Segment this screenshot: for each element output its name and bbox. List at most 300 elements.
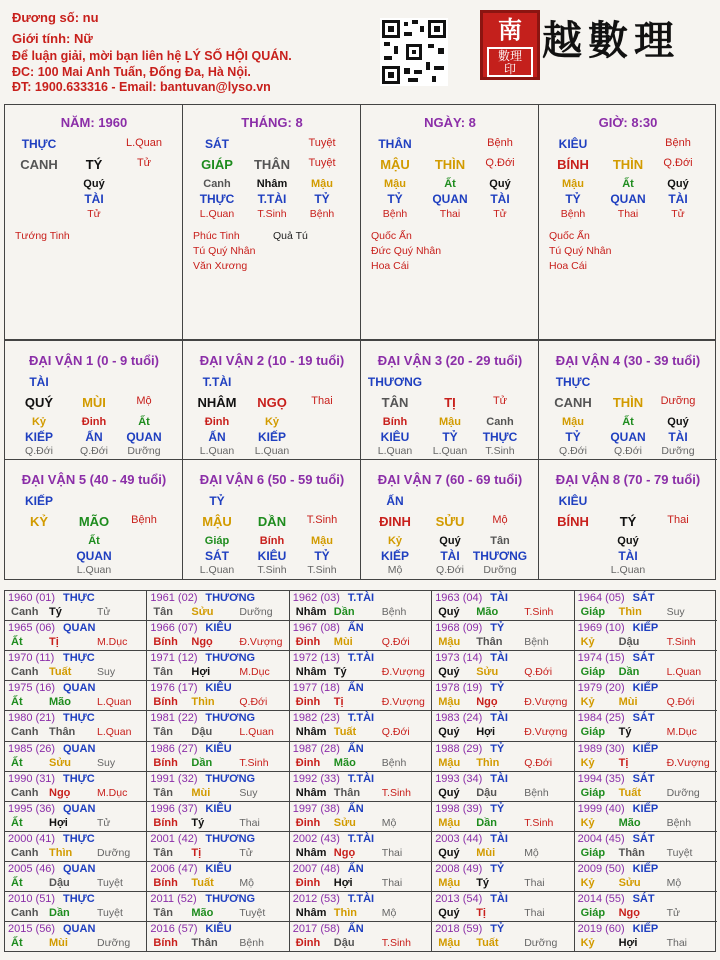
dai-van-hidden-god: ẤN [85, 430, 103, 444]
year-ten-god: TÀI [490, 772, 508, 785]
dai-van-title: ĐẠI VẬN 8 (70 - 79 tuổi) [555, 472, 701, 487]
dai-van-branch: TỊ [444, 395, 456, 410]
year-label: 1985 (26) [8, 742, 56, 755]
earthly-branch: TÝ [85, 157, 103, 172]
dai-van-hidden-state: T.Sinh [257, 564, 287, 576]
year-ten-god: SÁT [632, 893, 655, 905]
year-ten-god: SÁT [632, 592, 655, 604]
dai-van-hidden-state: L.Quan [199, 564, 235, 576]
year-cell [147, 892, 289, 922]
hidden-god: TỶ [314, 192, 330, 206]
dai-van-stem: MẬU [202, 514, 232, 529]
dai-van-ten-god: KIẾP [24, 494, 54, 508]
year-stem: Ất [11, 756, 23, 769]
dai-van-hidden-state: L.Quan [254, 445, 290, 457]
hidden-stem: Canh [203, 178, 231, 190]
year-stem: Bính [153, 636, 178, 649]
year-cell [147, 772, 289, 802]
year-stem: Tân [153, 846, 173, 859]
branch-state: Tử [136, 157, 152, 169]
year-state: M.Dục [239, 666, 270, 679]
year-label: 1965 (06) [8, 622, 56, 635]
year-ten-god: TỶ [490, 923, 505, 936]
year-branch: Mão [476, 606, 499, 618]
year-label: 1964 (05) [577, 592, 625, 604]
year-cell [575, 681, 717, 711]
year-state: Tử [666, 907, 681, 919]
year-state: Thai [666, 937, 688, 950]
year-cell [290, 742, 432, 772]
year-stem: Ất [11, 816, 23, 829]
year-label: 1971 (12) [150, 652, 198, 665]
year-state: Mộ [381, 907, 397, 919]
shen-sha-star: Quốc Ấn [549, 230, 590, 242]
year-grid [4, 590, 716, 952]
year-stem: Ất [11, 937, 23, 950]
year-cell [5, 681, 147, 711]
year-branch: Ngọ [191, 636, 213, 649]
year-cell [432, 862, 574, 892]
year-state: Suy [666, 606, 685, 618]
pillar-god-state: Tuyệt [308, 137, 336, 149]
year-branch: Tị [191, 846, 202, 859]
year-cell [290, 922, 432, 952]
year-ten-god: THỰC [63, 712, 95, 725]
year-label: 2018 (59) [435, 923, 483, 936]
dai-van-7 [361, 460, 539, 579]
year-label: 2007 (48) [292, 862, 340, 875]
dai-van-hidden-state: Q.Đới [559, 445, 587, 457]
year-label: 1972 (13) [292, 652, 340, 665]
year-label: 1994 (35) [577, 772, 625, 785]
year-cell [575, 591, 717, 621]
hidden-state: Tử [671, 208, 685, 220]
year-cell [432, 742, 574, 772]
header [0, 0, 720, 100]
year-state: Dưỡng [239, 606, 273, 618]
year-stem: Nhâm [295, 726, 327, 739]
year-stem: Đinh [295, 636, 321, 649]
year-ten-god: THỰC [63, 592, 95, 604]
year-cell [290, 772, 432, 802]
year-state: Bệnh [524, 636, 549, 649]
year-label: 2002 (43) [292, 832, 340, 845]
year-ten-god: TÀI [490, 712, 508, 725]
shen-sha-star: Quả Tú [273, 230, 308, 242]
year-stem: Quý [438, 786, 460, 799]
qr-code-icon [380, 18, 448, 86]
year-state: Đ.Vượng [381, 666, 425, 679]
year-label: 1978 (19) [435, 682, 483, 695]
year-cell [432, 922, 574, 952]
year-stem: Kỷ [580, 696, 595, 709]
hidden-god: QUAN [610, 192, 646, 206]
year-ten-god: KIÊU [205, 742, 232, 755]
year-cell [147, 862, 289, 892]
dai-van-4 [539, 341, 717, 460]
year-branch: Mùi [618, 696, 638, 709]
year-label: 1980 (21) [8, 712, 56, 725]
year-state: Suy [97, 666, 116, 679]
year-branch: Dần [476, 816, 497, 829]
dai-van-hidden-stem: Đinh [81, 416, 107, 428]
year-state: M.Dục [97, 786, 128, 799]
hidden-state: Thai [617, 208, 639, 220]
dai-van-hidden-god: TÀI [668, 430, 688, 444]
year-ten-god: KIẾP [632, 682, 659, 695]
year-branch: Sửu [333, 816, 356, 829]
hidden-stem: Quý [667, 178, 689, 190]
year-stem: Canh [11, 666, 39, 679]
year-ten-god: KIÊU [205, 622, 232, 635]
year-branch: Sửu [476, 666, 499, 679]
hidden-state: Bệnh [560, 208, 586, 220]
year-cell [147, 711, 289, 741]
year-state: Tuyệt [666, 846, 693, 859]
year-branch: Sửu [618, 876, 641, 889]
year-stem: Tân [153, 606, 173, 618]
year-state: Thai [239, 816, 260, 829]
year-cell [5, 651, 147, 681]
dai-van-title: ĐẠI VẬN 5 (40 - 49 tuổi) [21, 472, 167, 487]
year-label: 1979 (20) [577, 682, 625, 695]
year-branch: Hợi [191, 666, 211, 679]
pillar-title: GIỜ: 8:30 [598, 115, 658, 130]
year-stem: Ất [11, 696, 23, 709]
hidden-state: Tử [87, 208, 101, 220]
year-cell [290, 651, 432, 681]
shen-sha-star: Văn Xương [193, 260, 248, 272]
year-branch: Hợi [476, 726, 496, 739]
dai-van-hidden-stem: Quý [617, 535, 639, 547]
year-cell [432, 591, 574, 621]
dai-van-hidden-state: L.Quan [610, 564, 646, 576]
year-branch: Thân [333, 786, 361, 799]
year-state: Tử [97, 816, 111, 829]
year-state: L.Quan [97, 696, 132, 709]
year-state: Tuyệt [97, 876, 123, 889]
year-branch: Sửu [191, 606, 214, 618]
year-label: 1984 (25) [577, 712, 625, 725]
earthly-branch: THÌN [434, 157, 466, 172]
year-ten-god: THỰC [63, 772, 95, 785]
year-branch: Tị [49, 636, 59, 649]
year-label: 2006 (47) [150, 862, 198, 875]
year-branch: Ngọ [333, 846, 356, 859]
year-stem: Kỷ [580, 756, 595, 769]
dai-van-hidden-state: T.Sinh [485, 445, 515, 457]
dai-van-hidden-state: Dưỡng [127, 445, 161, 457]
year-stem: Canh [11, 606, 39, 618]
address: ĐC: 100 Mai Anh Tuấn, Đống Đa, Hà Nội. [12, 65, 251, 79]
dai-van-hidden-state: L.Quan [432, 445, 468, 457]
branch-state: Tuyệt [308, 157, 336, 169]
year-ten-god: TỶ [490, 682, 505, 695]
year-stem: Giáp [580, 907, 606, 919]
dai-van-hidden-god: KIẾP [257, 430, 287, 444]
gender: Giới tính: Nữ [12, 31, 93, 46]
year-stem: Canh [11, 846, 39, 859]
dai-van-1 [5, 341, 183, 460]
dai-van-state: Mộ [136, 395, 152, 407]
year-stem: Kỷ [580, 636, 595, 649]
year-ten-god: TÀI [490, 592, 508, 604]
hidden-god: TÀI [84, 192, 104, 206]
hidden-god: TÀI [668, 192, 688, 206]
year-label: 1975 (16) [8, 682, 56, 695]
year-ten-god: T.TÀI [347, 592, 375, 604]
year-branch: Ngọ [476, 696, 498, 709]
year-stem: Đinh [295, 937, 321, 950]
dai-van-hidden-stem: Kỷ [31, 416, 47, 428]
year-state: Đ.Vượng [524, 696, 568, 709]
year-stem: Quý [438, 907, 460, 919]
year-ten-god: QUAN [63, 802, 96, 815]
year-state: T.Sinh [524, 606, 554, 618]
dai-van-hidden-god: THƯƠNG [472, 549, 528, 563]
logo-calligraphy: 越數理 [542, 17, 680, 64]
year-state: Bệnh [381, 606, 407, 618]
year-cell [5, 832, 147, 862]
dai-van-hidden-god: QUAN [610, 430, 646, 444]
year-branch: Thìn [333, 907, 358, 919]
year-cell [575, 862, 717, 892]
year-stem: Mậu [438, 636, 461, 649]
year-stem: Giáp [580, 726, 606, 739]
year-stem: Bính [153, 696, 178, 709]
dai-van-hidden-god: TỶ [565, 430, 581, 444]
dai-van-branch: MÙI [82, 395, 106, 410]
year-cell [5, 802, 147, 832]
year-ten-god: KIÊU [205, 862, 232, 875]
year-branch: Dần [49, 907, 70, 919]
year-state: L.Quan [666, 666, 702, 679]
year-cell [5, 591, 147, 621]
year-state: Dưỡng [524, 937, 558, 950]
year-state: Đ.Vượng [381, 696, 425, 709]
year-state: Thai [381, 846, 403, 859]
shen-sha-star: Tú Quý Nhân [193, 245, 256, 257]
year-stem: Ất [11, 876, 23, 889]
year-cell [290, 802, 432, 832]
earthly-branch: THÌN [612, 157, 644, 172]
year-label: 1991 (32) [150, 772, 198, 785]
year-state: Tuyệt [97, 907, 123, 919]
year-label: 2005 (46) [8, 862, 56, 875]
year-branch: Mùi [476, 846, 496, 859]
year-label: 1973 (14) [435, 652, 483, 665]
dai-van-title: ĐẠI VẬN 7 (60 - 69 tuổi) [377, 472, 523, 487]
year-ten-god: TỶ [490, 742, 505, 755]
year-state: Bệnh [381, 756, 407, 769]
year-branch: Tý [49, 606, 62, 618]
year-branch: Mão [333, 756, 356, 769]
year-label: 2019 (60) [577, 923, 625, 936]
dai-van-stem: BÍNH [557, 514, 589, 529]
dai-van-branch: SỬU [435, 514, 465, 529]
hidden-god: THỰC [199, 192, 235, 206]
year-state: Bệnh [239, 937, 264, 950]
year-label: 1963 (04) [435, 592, 483, 604]
year-stem: Nhâm [295, 846, 327, 859]
year-stem: Ất [11, 636, 23, 649]
year-label: 1983 (24) [435, 712, 483, 725]
dai-van-hidden-state: Q.Đới [80, 445, 108, 457]
dai-van-stem: QUÝ [24, 395, 54, 410]
year-cell [575, 892, 717, 922]
year-cell [432, 832, 574, 862]
year-label: 1996 (37) [150, 802, 198, 815]
dai-van-state: Thai [311, 395, 333, 407]
year-stem: Giáp [580, 846, 606, 859]
year-cell [575, 802, 717, 832]
year-ten-god: TỶ [490, 622, 505, 635]
year-state: Mộ [666, 876, 682, 889]
year-cell [432, 711, 574, 741]
year-stem: Đinh [295, 696, 321, 709]
year-cell [432, 651, 574, 681]
year-label: 2000 (41) [8, 832, 56, 845]
year-cell [147, 621, 289, 651]
year-label: 1992 (33) [292, 772, 340, 785]
year-state: L.Quan [97, 726, 132, 739]
year-ten-god: TÀI [490, 832, 508, 845]
year-state: T.Sinh [381, 786, 411, 799]
year-branch: Thìn [618, 606, 642, 618]
year-state: Đ.Vượng [666, 756, 710, 769]
year-ten-god: QUAN [63, 622, 96, 635]
dai-van-stem: ĐINH [379, 514, 411, 529]
year-branch: Dậu [618, 636, 640, 649]
dai-van-hidden-god: TÀI [618, 549, 638, 563]
year-stem: Quý [438, 606, 460, 618]
dai-van-title: ĐẠI VẬN 3 (20 - 29 tuổi) [377, 353, 523, 368]
year-cell [432, 621, 574, 651]
hidden-god: QUAN [432, 192, 468, 206]
pillar-4 [539, 105, 717, 339]
dai-van-hidden-god: KIẾP [24, 430, 54, 444]
year-branch: Hợi [49, 816, 68, 829]
year-branch: Mão [618, 816, 641, 829]
year-branch: Ngọ [618, 907, 640, 919]
year-stem: Nhâm [295, 606, 327, 618]
shen-sha-star: Đức Quý Nhân [371, 245, 442, 257]
year-stem: Quý [438, 666, 460, 679]
dai-van-state: Tử [492, 395, 508, 407]
dai-van-hidden-stem: Kỷ [387, 535, 403, 547]
year-branch: Tuất [476, 937, 499, 950]
year-label: 2011 (52) [150, 893, 197, 905]
hidden-stem: Mậu [384, 178, 406, 190]
dai-van-hidden-stem: Đinh [204, 416, 230, 428]
year-ten-god: QUAN [63, 682, 96, 695]
year-ten-god: T.TÀI [347, 712, 375, 725]
dai-van-hidden-state: Dưỡng [483, 564, 517, 576]
person-name: Đương số: nu [12, 10, 99, 25]
dai-van-hidden-god: THỰC [482, 430, 518, 444]
year-ten-god: THƯƠNG [205, 712, 256, 725]
seal-stamp: 南 數理 印 [480, 10, 540, 80]
year-stem: Nhâm [295, 907, 327, 919]
year-label: 2001 (42) [150, 832, 198, 845]
year-branch: Tuất [49, 666, 72, 679]
year-cell [290, 892, 432, 922]
year-label: 1997 (38) [292, 802, 340, 815]
year-stem: Mậu [438, 937, 461, 950]
year-cell [147, 922, 289, 952]
year-branch: Tị [618, 756, 629, 769]
year-cell [575, 772, 717, 802]
year-cell [575, 651, 717, 681]
year-branch: Dậu [49, 876, 70, 889]
year-cell [432, 681, 574, 711]
year-branch: Dậu [333, 937, 355, 950]
year-label: 1967 (08) [292, 622, 340, 635]
year-cell [290, 862, 432, 892]
year-state: Mộ [524, 846, 539, 859]
dai-van-2 [183, 341, 361, 460]
dai-van-hidden-stem: Kỷ [264, 416, 280, 428]
dai-van-3 [361, 341, 539, 460]
year-ten-god: KIÊU [205, 682, 232, 695]
year-stem: Tân [153, 726, 173, 739]
heavenly-stem: CANH [20, 157, 58, 172]
year-cell [147, 591, 289, 621]
year-cell [575, 621, 717, 651]
pillar-ten-god: THÂN [378, 137, 412, 151]
dai-van-hidden-god: KIẾP [380, 549, 410, 563]
year-ten-god: T.TÀI [347, 832, 375, 845]
dai-van-hidden-god: KIÊU [257, 549, 287, 563]
year-ten-god: T.TÀI [347, 893, 375, 905]
dai-van-branch: TÝ [619, 514, 637, 529]
year-cell [290, 832, 432, 862]
dai-van-hidden-stem: Tân [490, 535, 510, 547]
year-stem: Nhâm [295, 666, 327, 679]
year-ten-god: TÀI [490, 652, 508, 665]
dai-van-hidden-state: T.Sinh [307, 564, 337, 576]
year-ten-god: QUAN [63, 923, 96, 936]
year-branch: Sửu [49, 756, 72, 769]
year-stem: Bính [153, 756, 178, 769]
dai-van-ten-god: T.TÀI [202, 375, 232, 389]
year-state: Suy [97, 756, 116, 769]
year-stem: Mậu [438, 696, 461, 709]
year-label: 1970 (11) [8, 652, 55, 665]
hidden-stem: Ất [622, 178, 634, 190]
year-branch: Tý [476, 876, 490, 889]
year-ten-god: THỰC [63, 652, 95, 665]
year-cell [5, 621, 147, 651]
year-cell [575, 742, 717, 772]
year-state: Đ.Vượng [239, 636, 283, 649]
year-label: 1988 (29) [435, 742, 483, 755]
hidden-stem: Quý [83, 178, 105, 190]
dai-van-hidden-state: Dưỡng [661, 445, 695, 457]
year-state: Bệnh [666, 816, 692, 829]
year-stem: Kỷ [580, 816, 595, 829]
pillar-ten-god: KIÊU [558, 137, 588, 151]
hidden-stem: Quý [489, 178, 511, 190]
year-ten-god: THƯƠNG [205, 592, 256, 604]
dai-van-ten-god: TÀI [29, 375, 49, 389]
year-state: Bệnh [524, 786, 549, 799]
year-branch: Dần [191, 756, 213, 769]
year-state: M.Dục [97, 636, 128, 649]
year-stem: Đinh [295, 756, 321, 769]
heavenly-stem: BÍNH [557, 157, 589, 172]
year-branch: Thìn [191, 696, 215, 709]
